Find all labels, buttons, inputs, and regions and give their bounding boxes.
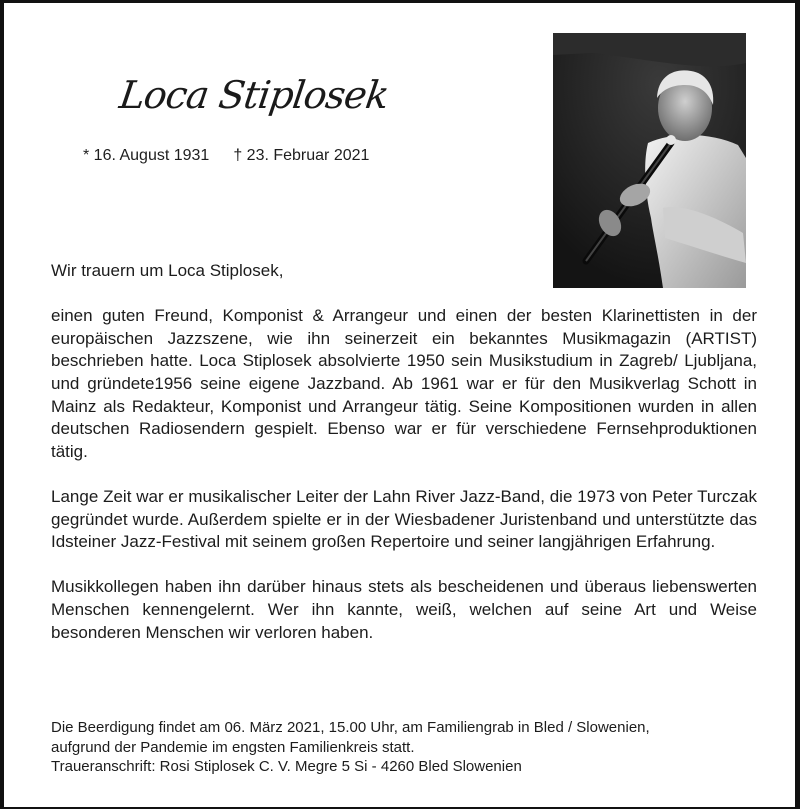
funeral-date-line: Die Beerdigung findet am 06. März 2021, 15.00 Uhr, am Familiengrab in Bled / Slowenien, xyxy=(51,719,650,736)
portrait-photo xyxy=(553,33,746,288)
greeting: Wir trauern um Loca Stiplosek, xyxy=(51,261,284,280)
mourning-address: Traueranschrift: Rosi Stiplosek C. V. Megre 5 Si - 4260 Bled Slowenien xyxy=(51,758,522,775)
life-dates xyxy=(83,147,369,165)
funeral-pandemic-line: aufgrund der Pandemie im engsten Familienkreis statt. xyxy=(51,738,415,756)
deceased-name: Loca Stiplosek xyxy=(116,73,392,117)
death-date: † 23. Februar 2021 xyxy=(233,147,370,164)
paragraph-personality: Musikkollegen haben ihn darüber hinaus stets als bescheidenen und überaus liebenswerten Menschen kennengelernt. Wer ihn kannte, weiß, welchen auf seine Art und Weise besonderen Menschen wir verloren haben. xyxy=(51,577,757,642)
clarinet-player-image xyxy=(553,33,746,288)
paragraph-band: Lange Zeit war er musikalischer Leiter der Lahn River Jazz-Band, die 1973 von Peter Turczak gegründet wurde. Außerdem spielte er in der Wiesbadener Juristenband und unterstützte das Idsteiner Jazz-Festival mit seinem großen Repertoire und seiner langjährigen Erfahrung. xyxy=(51,486,757,552)
obituary-body xyxy=(51,260,757,667)
birth-date: * 16. August 1931 xyxy=(83,147,210,164)
funeral-info xyxy=(51,718,771,777)
paragraph-career: einen guten Freund, Komponist & Arrangeur und einen der besten Klarinettisten in der europäischen Jazzszene, wie ihn seinerzeit ein bekanntes Musikmagazin (ARTIST) beschrieben hatte. Loca Stiplosek absolvierte 1950 sein Musikstudium in Zagreb/ Ljubljana, und gründete1956 seine eigene Jazzband. Ab 1961 war er für den Musikverlag Schott in Mainz als Redakteur, Komponist und Arrangeur tätig. Seine Kompositionen wurden in allen deutschen Radiosendern gespielt. Ebenso war er für verschiedene Fernsehproduktionen tätig. xyxy=(51,306,757,461)
